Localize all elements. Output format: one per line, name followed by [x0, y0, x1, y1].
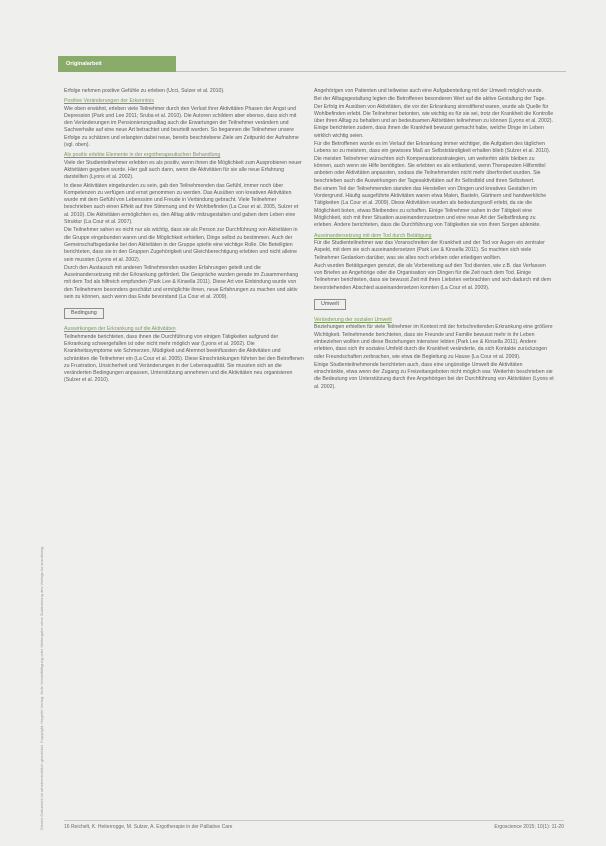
section-title: Umwelt — [314, 299, 346, 310]
header-rule — [176, 71, 566, 72]
footer-citation: 16 Reichelt, K. Heiterrogge, M. Sulzer, A. Ergotherapie in der Palliative Care — [64, 824, 233, 830]
body-paragraph: Angehörigen von Patienten und teilweise auch eine Aufgabenteilung mit der Umwelt möglich wurde. — [314, 88, 543, 94]
body-paragraph: In diese Aktivitäten eingebunden zu sein, gab den Teilnehmenden das Gefühl, immer noch über Kompetenzen zu verfügen und ernst genommen zu werden. Das Ausüben von kreativen Aktivitäten wurde mit dem Gefühl von Lebenssinn und Freude in Verbindung gebracht. Viele Teilnehmer beschrieben auch einen Effekt auf ihre Stimmung und ihr Wohlbefinden (La Cour et al. 2005, Sulzer et al. 2010). Die Aktivitäten ermöglichten es, den Alltag aktiv mitzugestalten und gaben dem Leben eine Struktur (La Cour et al. 2007). — [64, 182, 299, 226]
body-paragraph: Beziehungen erhielten für viele Teilnehmer im Kontext mit der fortschreitenden Erkrankung eine größere Wichtigkeit. Teilnehmende berichteten, dass sie Freunde und Familie bewusst mehr in ihr Leben einbeziehen wollten und diese Beziehungen intensiver lebten (Park Lee & Kinsella 2011). Andere erlebten, dass sich ihr soziales Umfeld durch die Krankheit veränderte, da sich Kontakte zurückzogen oder Freundschaften zerbrachen, wie etwa die Begleitung zu Hause (La Cour et al. 2009). — [314, 324, 553, 360]
body-paragraph: Durch den Austausch mit anderen Teilnehmenden wurden Erfahrungen geteilt und die Auseinandersetzung mit der Erkrankung gefördert. Die Gespräche wurden gerade im Zusammenhang mit dem Tod als hilfreich empfunden (Park Lee & Kinsella 2011). Diese Art von Einbindung wurde von den Teilnehmern besonders geschätzt und ermöglichte ihnen, neue Erfahrungen zu machen und aktiv sein zu können, auch wenn das Ende bevorstand (La Cour et al. 2009). — [64, 264, 299, 301]
section-heading: Auseinandersetzung mit dem Tod durch Betätigung — [314, 232, 432, 239]
body-paragraph: Viele der Studienteilnehmer erlebten es als positiv, wenn ihnen die Möglichkeit zum Ausprobieren neuer Aktivitäten gegeben wurde. Hier galt auch dann, wenn die Aktivitäten für sie alle neue Erfahrung darstellten (Lyons et al. 2002). — [64, 159, 302, 181]
body-paragraph: Für die Studienteilnehmer war das Voranschreiten der Krankheit und der Tod vor Augen ein zentraler Aspekt, mit dem sie sich auseinandersetzen (Park Lee & Kinsella 2011). So machten sich viele Teilnehmer Gedanken darüber, was sie alles noch erleben oder erledigen wollten. — [314, 239, 545, 261]
left-column — [64, 88, 304, 386]
section-heading: Positive Veränderungen der Erkenntnis — [64, 98, 154, 105]
body-paragraph: Wie oben erwähnt, erleben viele Teilnehmer durch den Verlust ihrer Aktivitäten Phasen der Angst und Depression (Park und Lee 2011; Sruba et al. 2010). Die Autoren schildern aber ebenso, dass sich mit den Veränderungen im Pensionierungsalltag auch die Erwartungen der Teilnehmer verändern und Sachverhalte auf eine neue Art betrachtet und beurteilt wurden. So begannen die Teilnehmer unsere Erfolge zu schätzen und erlangten dabei neue, bereits beschriebene Ziele am Zeitpunkt der Aufnahme (vgl. oben). — [64, 105, 299, 149]
footer-rule — [64, 820, 564, 821]
section-heading: Veränderung der sozialen Umwelt — [314, 317, 392, 324]
section-heading: Auswirkungen der Erkrankung auf die Aktivitäten — [64, 326, 176, 333]
section-label: Originalarbeit — [66, 61, 102, 67]
body-paragraph: Einige Studienteilnehmende berichteten auch, dass eine ungünstige Umwelt die Aktivitäten einschränkte, etwa wenn der Zugang zu Freizeitangeboten nicht möglich war. Weiterhin beschrieben sie die Bedeutung von Unterstützung durch ihre Angehörigen bei der Durchführung von Aktivitäten (Lyons et al. 2002). — [314, 361, 554, 390]
section-title: Bedingung — [64, 308, 104, 319]
body-paragraph: Für die Betroffenen wurde es im Verlauf der Erkrankung immer wichtiger, die Aufgaben des täglichen Lebens so zu meistern, dass ein gewisses Maß an Selbstständigkeit erhalten blieb (Sulzer et al. 2010). Die meisten Teilnehmer wünschten sich Kompensationsstrategien, um weiterhin aktiv bleiben zu können, auch wenn sie Hilfe benötigten. Sie erlebten es als entlastend, wenn Therapeuten Hilfsmittel anboten oder Aktivitäten anpassten, sodass die Teilnehmenden nicht mehr überfordert wurden. Sie beschrieben auch die Auswirkungen der Tagesaktivitäten auf ihr Selbstbild und ihren Selbstwert. — [314, 141, 551, 184]
body-paragraph: Bei der Alltagsgestaltung legten die Betroffenen besonderen Wert auf die aktive Gestaltung der Tage. Der Erfolg im Ausüben von Aktivitäten, die vor der Erkrankung sinnstiftend waren, wurde als Quelle für Wohlbefinden erlebt. Die Teilnehmer betonten, wie wichtig es für sie sei, trotz der Krankheit die Kontrolle über ihren Alltag zu behalten und an bedeutsamen Aktivitäten teilnehmen zu können (Lyons et al. 2002). Einige berichteten zudem, dass ihnen die Krankheit bewusst gemacht habe, welche Dinge im Leben wirklich wichtig seien. — [314, 96, 554, 139]
section-header-band — [58, 56, 176, 72]
body-paragraph: Auch wurden Betätigungen genutzt, die als Vorbereitung auf den Tod dienten, wie z.B. das Verfassen von Briefen an Angehörige oder die Organisation von Dingen für die Zeit nach dem Tod. Einige Teilnehmer berichteten, dass sie bewusst Zeit mit ihren Liebsten verbrachten und sich dadurch mit dem bevorstehenden Abschied auseinandersetzen konnten (La Cour et al. 2009). — [314, 262, 552, 291]
section-heading: Als positiv erlebte Elemente in der ergotherapeutischen Behandlung — [64, 152, 221, 159]
body-paragraph: Die Teilnehmer sahen es nicht nur als wichtig, dass sie als Person zur Durchführung von Aktivitäten in die Gruppe eingebunden waren und die Möglichkeit erhielten, Dinge selbst zu bestimmen. Auch der Gemeinschaftsgedanke bei den Aktivitäten in der Gruppe spielte eine wichtige Rolle. Die Beteiligten berichteten, dass sie in den Gruppen Zugehörigkeit und Gleichberechtigung erlebten und nicht alleine sein mussten (Lyons et al. 2002). — [64, 227, 298, 263]
body-paragraph: Bei einem Teil der Teilnehmenden standen das Herstellen von Dingen und kreatives Gestalten im Vordergrund. Häufig ausgeführte Aktivitäten waren etwa Malen, Basteln, Gärtnern und handwerkliche Tätigkeiten (La Cour et al. 2009). Diese Aktivitäten wurden als bedeutungsvoll erlebt, da sie die Möglichkeit boten, etwas Bleibendes zu schaffen. Einige Teilnehmer sahen in der Tätigkeit eine Möglichkeit, sich mit ihrer Situation auseinanderzusetzen und eine neue Art der Selbstfindung zu erleben. Andere berichteten, dass die Durchführung von Tätigkeiten sie von ihren Sorgen ablenkte. — [314, 185, 547, 229]
copyright-notice: Dieses Dokument ist urheberrechtlich geschützt. Copyright: Hogrefe Verlag. Jede Vervielfältigung oder Weitergabe ohne Zustimmung des Verlags ist unzulässig. — [39, 545, 44, 830]
footer-journal: Ergoscience 2015; 10(1): 11-20 — [494, 824, 564, 830]
right-column — [314, 88, 554, 392]
body-paragraph: Teilnehmende berichteten, dass ihnen die Durchführung von einigen Tätigkeiten aufgrund der Erkrankung schwergefallen ist oder nicht mehr möglich war (Lyons et al. 2002). Die Krankheitssymptome wie Schmerzen, Müdigkeit und Atemnot beeinflussten die Aktivitäten und schränkten die Teilnehmer ein (La Cour et al. 2005). Diese Einschränkungen führten bei den Betroffenen zu Frustration, Unsicherheit und Veränderungen in der Lebensqualität. Sie mussten sich an die veränderten Bedingungen anpassen, Unterstützung annehmen und die Aktivitäten neu organisieren (Sulzer et al. 2010). — [64, 333, 304, 384]
body-paragraph: Erfolge nehmen positive Gefühle zu erleben (Ucci, Sulzer et al. 2010). — [64, 88, 225, 94]
